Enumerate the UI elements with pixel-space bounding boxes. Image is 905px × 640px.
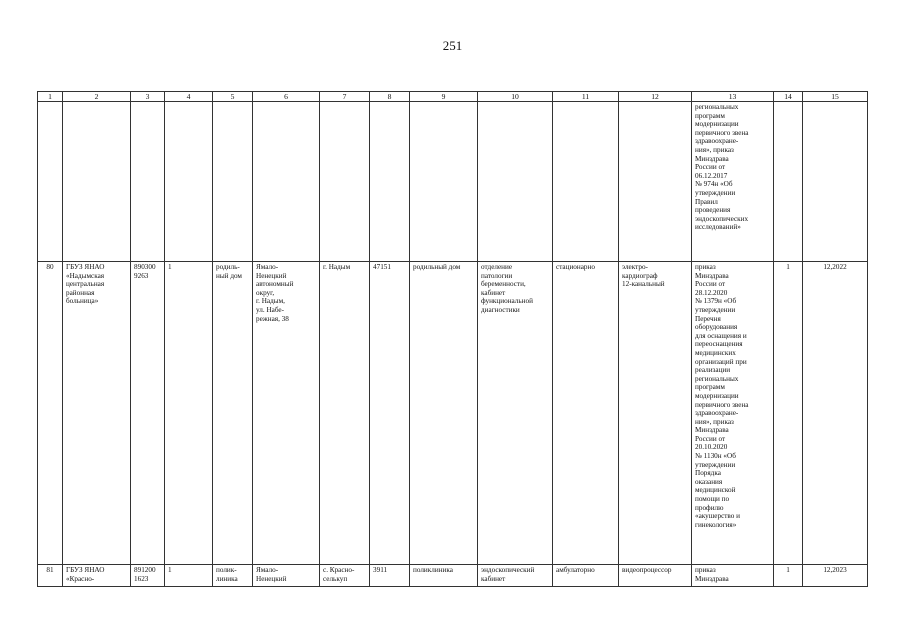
table-cell [478, 102, 553, 262]
column-header: 9 [410, 92, 478, 102]
table-cell: 891200 1623 [131, 565, 165, 587]
table-cell: региональных программ модернизации первичного звена здравоохране- ния», приказ Минздрава России от 06.12.2017 № 974н «Об утверждении Правил проведения эндоскопических исследований» [692, 102, 774, 262]
table-cell: 12,2022 [803, 262, 868, 565]
column-header: 7 [320, 92, 370, 102]
table-cell: ГБУЗ ЯНАО «Красно- [63, 565, 131, 587]
table-cell [131, 102, 165, 262]
table-cell: стационарно [553, 262, 619, 565]
table-cell [63, 102, 131, 262]
column-header: 2 [63, 92, 131, 102]
table-cell: приказ Минздрава [692, 565, 774, 587]
table-cell [619, 102, 692, 262]
table-cell: г. Надым [320, 262, 370, 565]
table-cell: полик- линика [213, 565, 253, 587]
column-number-row [38, 92, 868, 102]
table-cell: Ямало- Ненецкий автономный округ, г. Надым, ул. Набе- режная, 38 [253, 262, 320, 565]
table-cell [410, 102, 478, 262]
table-cell: 80 [38, 262, 63, 565]
column-header: 13 [692, 92, 774, 102]
column-header: 4 [165, 92, 213, 102]
column-header: 1 [38, 92, 63, 102]
table-row-continuation [38, 102, 868, 262]
table-cell: 12,2023 [803, 565, 868, 587]
table-cell [165, 102, 213, 262]
table-cell: 1 [774, 262, 803, 565]
table-cell [803, 102, 868, 262]
table-cell: 47151 [370, 262, 410, 565]
table-cell [38, 102, 63, 262]
column-header: 3 [131, 92, 165, 102]
column-header: 12 [619, 92, 692, 102]
table-cell [553, 102, 619, 262]
table-cell: видеопроцессор [619, 565, 692, 587]
table-cell: родильный дом [410, 262, 478, 565]
column-header: 11 [553, 92, 619, 102]
page-number: 251 [442, 38, 463, 53]
table-cell: ГБУЗ ЯНАО «Надымская центральная районная больница» [63, 262, 131, 565]
column-header: 8 [370, 92, 410, 102]
table-cell: эндоскопический кабинет [478, 565, 553, 587]
table-cell: родиль- ный дом [213, 262, 253, 565]
table-cell: приказ Минздрава России от 28.12.2020 № 1379н «Об утверждении Перечня оборудования для оснащения и переоснащения медицинских организаций при реализации региональных программ модернизации первичного звена здравоохране- ния», приказ Минздрава России от 20.10.2020 № 1130н «Об утверждении Порядка оказания медицинской помощи по профилю «акушерство и гинекология» [692, 262, 774, 565]
table-cell: 1 [774, 565, 803, 587]
table-cell: поликлиника [410, 565, 478, 587]
table-cell: амбулаторно [553, 565, 619, 587]
table-row-81 [38, 565, 868, 587]
table-cell [213, 102, 253, 262]
table-cell [320, 102, 370, 262]
document-table [37, 91, 868, 587]
table-cell: электро- кардиограф 12-канальный [619, 262, 692, 565]
table-cell [253, 102, 320, 262]
column-header: 14 [774, 92, 803, 102]
table-cell: 890300 9263 [131, 262, 165, 565]
table-cell: 3911 [370, 565, 410, 587]
table-cell: 81 [38, 565, 63, 587]
column-header: 5 [213, 92, 253, 102]
table-cell: отделение патологии беременности, кабинет функциональной диагностики [478, 262, 553, 565]
table-cell: 1 [165, 262, 213, 565]
table-row-80 [38, 262, 868, 565]
column-header: 10 [478, 92, 553, 102]
column-header: 15 [803, 92, 868, 102]
table-cell [774, 102, 803, 262]
table-cell: 1 [165, 565, 213, 587]
table-cell: Ямало- Ненецкий [253, 565, 320, 587]
column-header: 6 [253, 92, 320, 102]
table-cell: с. Красно- селькуп [320, 565, 370, 587]
table-cell [370, 102, 410, 262]
